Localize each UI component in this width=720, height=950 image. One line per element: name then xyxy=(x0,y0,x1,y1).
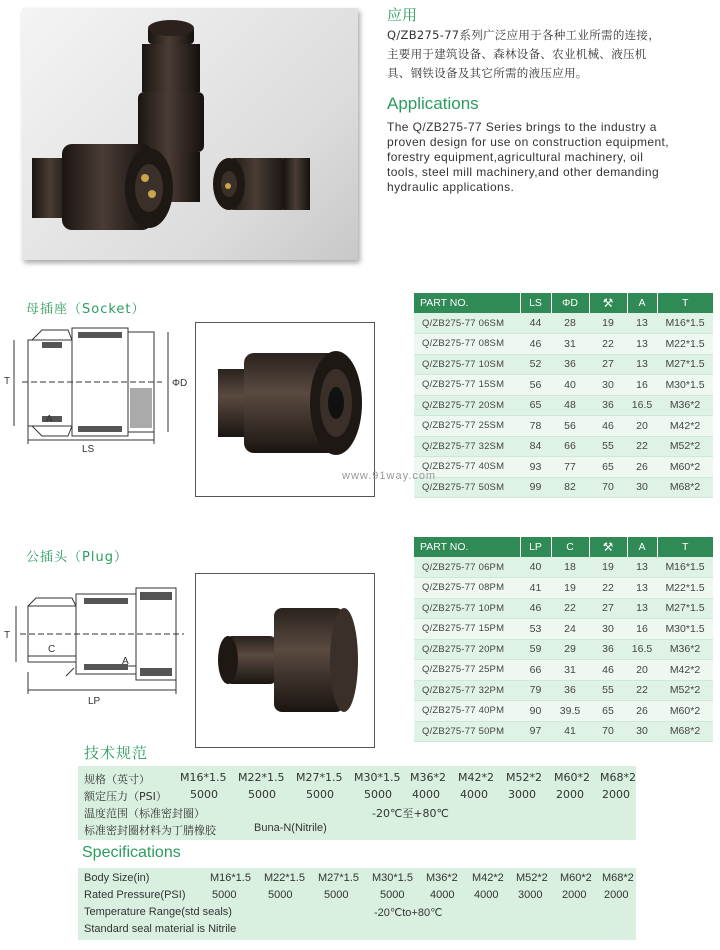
table-cell: M36*2 xyxy=(657,395,713,416)
col-header-d: ΦD xyxy=(551,293,589,313)
table-row xyxy=(414,557,713,578)
table-cell: Q/ZB275-77 50SM xyxy=(414,477,520,498)
table-cell: Q/ZB275-77 08PM xyxy=(414,578,520,599)
table-cell: 65 xyxy=(589,457,627,478)
table-cell: 13 xyxy=(627,354,657,375)
pressure-value: 4000 xyxy=(474,889,499,901)
table-cell: 78 xyxy=(520,416,551,437)
table-cell: 19 xyxy=(589,557,627,578)
watermark: www.91way.com xyxy=(342,470,437,482)
table-cell: M16*1.5 xyxy=(657,557,713,578)
table-cell: M60*2 xyxy=(657,701,713,722)
size-label: Body Size(in) xyxy=(84,872,150,884)
size-value: M68*2 xyxy=(600,771,636,784)
table-cell: 52 xyxy=(520,354,551,375)
table-cell: M22*1.5 xyxy=(657,334,713,355)
socket-spec-table xyxy=(414,293,713,498)
plug-drawing-svg xyxy=(2,572,192,712)
table-cell: M60*2 xyxy=(657,457,713,478)
applications-cn-body xyxy=(387,26,717,83)
table-cell: 79 xyxy=(520,680,551,701)
size-value: M60*2 xyxy=(554,771,590,784)
table-cell: 13 xyxy=(627,557,657,578)
dim-d-label: ΦD xyxy=(172,378,188,389)
table-cell: Q/ZB275-77 32SM xyxy=(414,436,520,457)
product-photo-couplings xyxy=(22,8,358,260)
size-value: M22*1.5 xyxy=(238,771,285,784)
table-cell: 29 xyxy=(551,639,589,660)
table-cell: 41 xyxy=(551,721,589,742)
pressure-value: 5000 xyxy=(380,889,405,901)
pressure-value: 2000 xyxy=(562,889,587,901)
col-header-part-no: PART NO. xyxy=(414,537,520,557)
table-cell: Q/ZB275-77 06PM xyxy=(414,557,520,578)
table-row xyxy=(414,598,713,619)
dim-t-label: T xyxy=(4,376,11,387)
table-cell: 22 xyxy=(627,680,657,701)
table-cell: M68*2 xyxy=(657,477,713,498)
size-value: M27*1.5 xyxy=(318,872,359,884)
table-cell: 16 xyxy=(627,375,657,396)
col-header-wrench-size xyxy=(589,293,627,313)
col-header-ls: LS xyxy=(520,293,551,313)
table-cell: M30*1.5 xyxy=(657,619,713,640)
plug-spec-table xyxy=(414,537,713,742)
col-header-part-no: PART NO. xyxy=(414,293,520,313)
pressure-value: 2000 xyxy=(602,788,630,801)
table-cell: M16*1.5 xyxy=(657,313,713,334)
dim-c-label: C xyxy=(48,644,56,655)
temp-value: -20℃至+80℃ xyxy=(372,807,449,820)
pressure-value: 4000 xyxy=(430,889,455,901)
pressure-value: 2000 xyxy=(604,889,629,901)
table-cell: 16.5 xyxy=(627,639,657,660)
table-row xyxy=(414,416,713,437)
table-cell: M36*2 xyxy=(657,639,713,660)
dim-a-label: A xyxy=(46,414,53,425)
table-cell: M42*2 xyxy=(657,660,713,681)
table-cell: 36 xyxy=(589,395,627,416)
table-row xyxy=(414,680,713,701)
table-cell: 41 xyxy=(520,578,551,599)
table-cell: Q/ZB275-77 15PM xyxy=(414,619,520,640)
temp-value: -20℃to+80℃ xyxy=(374,907,443,919)
table-cell: Q/ZB275-77 25SM xyxy=(414,416,520,437)
socket-drawing-svg xyxy=(2,318,192,458)
table-cell: Q/ZB275-77 32PM xyxy=(414,680,520,701)
table-cell: M27*1.5 xyxy=(657,598,713,619)
table-cell: 66 xyxy=(551,436,589,457)
table-cell: 46 xyxy=(589,660,627,681)
table-cell: 48 xyxy=(551,395,589,416)
table-header-row xyxy=(414,293,713,313)
dim-ls-label: LS xyxy=(82,444,95,455)
table-row xyxy=(414,375,713,396)
table-cell: 19 xyxy=(589,313,627,334)
size-value: M16*1.5 xyxy=(180,771,227,784)
wrench-icon: ⚒ xyxy=(602,296,614,310)
pressure-value: 4000 xyxy=(412,788,440,801)
table-cell: 30 xyxy=(627,477,657,498)
table-cell: 13 xyxy=(627,598,657,619)
en-line: hydraulic applications. xyxy=(387,180,515,194)
dim-lp-label: LP xyxy=(88,696,101,707)
table-cell: 30 xyxy=(589,375,627,396)
table-cell: M42*2 xyxy=(657,416,713,437)
col-header-t: T xyxy=(657,293,713,313)
table-cell: 27 xyxy=(589,354,627,375)
seal-value: Buna-N(Nitrile) xyxy=(254,822,327,834)
cn-line: Q/ZB275-77系列广泛应用于各种工业所需的连接， xyxy=(387,28,661,42)
table-row xyxy=(414,457,713,478)
pressure-value: 4000 xyxy=(460,788,488,801)
size-value: M30*1.5 xyxy=(354,771,401,784)
table-cell: 40 xyxy=(520,557,551,578)
col-header-t: T xyxy=(657,537,713,557)
size-value: M52*2 xyxy=(516,872,548,884)
table-row xyxy=(414,395,713,416)
pressure-value: 5000 xyxy=(248,788,276,801)
plug-photo xyxy=(195,573,375,748)
pressure-value: 5000 xyxy=(306,788,334,801)
table-cell: 19 xyxy=(551,578,589,599)
temp-label: Temperature Range(std seals) xyxy=(84,906,232,918)
table-cell: 22 xyxy=(627,436,657,457)
table-cell: 53 xyxy=(520,619,551,640)
size-value: M16*1.5 xyxy=(210,872,251,884)
table-cell: Q/ZB275-77 10SM xyxy=(414,354,520,375)
table-cell: 55 xyxy=(589,436,627,457)
table-cell: M68*2 xyxy=(657,721,713,742)
size-value: M52*2 xyxy=(506,771,542,784)
tech-cn-box xyxy=(78,766,636,840)
pressure-value: 5000 xyxy=(190,788,218,801)
col-header-lp: LP xyxy=(520,537,551,557)
table-cell: 82 xyxy=(551,477,589,498)
table-cell: 56 xyxy=(520,375,551,396)
pressure-value: 5000 xyxy=(364,788,392,801)
size-value: M42*2 xyxy=(458,771,494,784)
table-cell: 55 xyxy=(589,680,627,701)
plug-technical-drawing xyxy=(2,572,192,712)
col-header-a: A xyxy=(627,537,657,557)
temp-label: 温度范围（标准密封圈） xyxy=(84,807,205,820)
size-value: M27*1.5 xyxy=(296,771,343,784)
size-value: M36*2 xyxy=(410,771,446,784)
table-cell: Q/ZB275-77 25PM xyxy=(414,660,520,681)
dim-a-label: A xyxy=(122,656,129,667)
col-header-c: C xyxy=(551,537,589,557)
table-cell: 39.5 xyxy=(551,701,589,722)
table-cell: 31 xyxy=(551,660,589,681)
plug-photo-svg xyxy=(196,574,375,748)
table-cell: Q/ZB275-77 20PM xyxy=(414,639,520,660)
size-value: M60*2 xyxy=(560,872,592,884)
table-header-row xyxy=(414,537,713,557)
table-cell: Q/ZB275-77 20SM xyxy=(414,395,520,416)
table-cell: Q/ZB275-77 40PM xyxy=(414,701,520,722)
plug-title: 公插头（Plug） xyxy=(26,550,128,565)
table-cell: M52*2 xyxy=(657,680,713,701)
table-cell: 46 xyxy=(520,598,551,619)
table-cell: 84 xyxy=(520,436,551,457)
cn-line: 具、钢铁设备及其它所需的液压应用。 xyxy=(387,66,588,80)
table-cell: M27*1.5 xyxy=(657,354,713,375)
wrench-icon: ⚒ xyxy=(602,540,614,554)
table-cell: 28 xyxy=(551,313,589,334)
table-cell: 24 xyxy=(551,619,589,640)
table-cell: M52*2 xyxy=(657,436,713,457)
en-line: proven design for use on construction equipment, xyxy=(387,135,670,149)
table-cell: 70 xyxy=(589,721,627,742)
table-row xyxy=(414,354,713,375)
table-cell: Q/ZB275-77 10PM xyxy=(414,598,520,619)
applications-en-body xyxy=(387,120,717,195)
table-cell: Q/ZB275-77 50PM xyxy=(414,721,520,742)
table-cell: 65 xyxy=(589,701,627,722)
table-cell: 99 xyxy=(520,477,551,498)
table-cell: M30*1.5 xyxy=(657,375,713,396)
pressure-label: 额定压力（PSI） xyxy=(84,790,167,803)
pressure-value: 5000 xyxy=(268,889,293,901)
cn-line: 主要用于建筑设备、森林设备、农业机械、液压机 xyxy=(387,47,647,61)
table-row xyxy=(414,578,713,599)
pressure-value: 2000 xyxy=(556,788,584,801)
table-cell: 13 xyxy=(627,334,657,355)
table-cell: 22 xyxy=(589,334,627,355)
table-cell: Q/ZB275-77 06SM xyxy=(414,313,520,334)
pressure-value: 5000 xyxy=(212,889,237,901)
table-cell: 16 xyxy=(627,619,657,640)
table-cell: 90 xyxy=(520,701,551,722)
table-cell: 46 xyxy=(589,416,627,437)
table-cell: 20 xyxy=(627,416,657,437)
table-cell: 77 xyxy=(551,457,589,478)
seal-label: Standard seal material is Nitrile xyxy=(84,923,237,935)
table-cell: 30 xyxy=(627,721,657,742)
seal-label: 标准密封圈材料为丁腈橡胶 xyxy=(84,824,216,837)
table-cell: 26 xyxy=(627,457,657,478)
table-cell: 18 xyxy=(551,557,589,578)
pressure-value: 5000 xyxy=(324,889,349,901)
size-value: M30*1.5 xyxy=(372,872,413,884)
table-cell: 44 xyxy=(520,313,551,334)
table-cell: 26 xyxy=(627,701,657,722)
table-cell: 97 xyxy=(520,721,551,742)
table-cell: 46 xyxy=(520,334,551,355)
en-line: The Q/ZB275-77 Series brings to the industry a xyxy=(387,120,657,134)
table-row xyxy=(414,619,713,640)
pressure-value: 3000 xyxy=(508,788,536,801)
table-cell: 56 xyxy=(551,416,589,437)
table-row xyxy=(414,721,713,742)
table-cell: 66 xyxy=(520,660,551,681)
table-row xyxy=(414,477,713,498)
table-row xyxy=(414,660,713,681)
table-row xyxy=(414,334,713,355)
table-cell: 40 xyxy=(551,375,589,396)
col-header-wrench-size xyxy=(589,537,627,557)
table-cell: 22 xyxy=(589,578,627,599)
table-row xyxy=(414,436,713,457)
socket-technical-drawing xyxy=(2,318,192,458)
table-cell: 59 xyxy=(520,639,551,660)
table-cell: Q/ZB275-77 08SM xyxy=(414,334,520,355)
tech-en-title: Specifications xyxy=(82,844,181,861)
dim-t-label: T xyxy=(4,630,11,641)
col-header-a: A xyxy=(627,293,657,313)
tech-en-box xyxy=(78,868,636,940)
table-cell: 30 xyxy=(589,619,627,640)
table-cell: 31 xyxy=(551,334,589,355)
socket-title: 母插座（Socket） xyxy=(26,302,146,317)
table-cell: 22 xyxy=(551,598,589,619)
table-cell: 93 xyxy=(520,457,551,478)
couplings-illustration xyxy=(22,8,358,260)
table-cell: 36 xyxy=(551,680,589,701)
table-cell: 70 xyxy=(589,477,627,498)
tech-cn-title: 技术规范 xyxy=(84,744,149,762)
en-line: tools, steel mill machinery,and other demanding xyxy=(387,165,660,179)
table-cell: 36 xyxy=(551,354,589,375)
table-cell: M22*1.5 xyxy=(657,578,713,599)
table-cell: 13 xyxy=(627,578,657,599)
table-cell: 13 xyxy=(627,313,657,334)
size-value: M36*2 xyxy=(426,872,458,884)
table-cell: 27 xyxy=(589,598,627,619)
en-line: forestry equipment,agricultural machinery, oil xyxy=(387,150,644,164)
table-cell: 20 xyxy=(627,660,657,681)
pressure-label: Rated Pressure(PSI) xyxy=(84,889,186,901)
applications-en-title: Applications xyxy=(387,94,479,113)
applications-cn-title: 应用 xyxy=(387,6,418,24)
size-value: M22*1.5 xyxy=(264,872,305,884)
table-cell: 36 xyxy=(589,639,627,660)
table-row xyxy=(414,639,713,660)
size-value: M68*2 xyxy=(602,872,634,884)
table-cell: 65 xyxy=(520,395,551,416)
size-label: 规格（英寸） xyxy=(84,773,150,786)
table-cell: Q/ZB275-77 15SM xyxy=(414,375,520,396)
table-cell: 16.5 xyxy=(627,395,657,416)
size-value: M42*2 xyxy=(472,872,504,884)
table-row xyxy=(414,701,713,722)
pressure-value: 3000 xyxy=(518,889,543,901)
table-row xyxy=(414,313,713,334)
table-cell: Q/ZB275-77 40SM xyxy=(414,457,520,478)
